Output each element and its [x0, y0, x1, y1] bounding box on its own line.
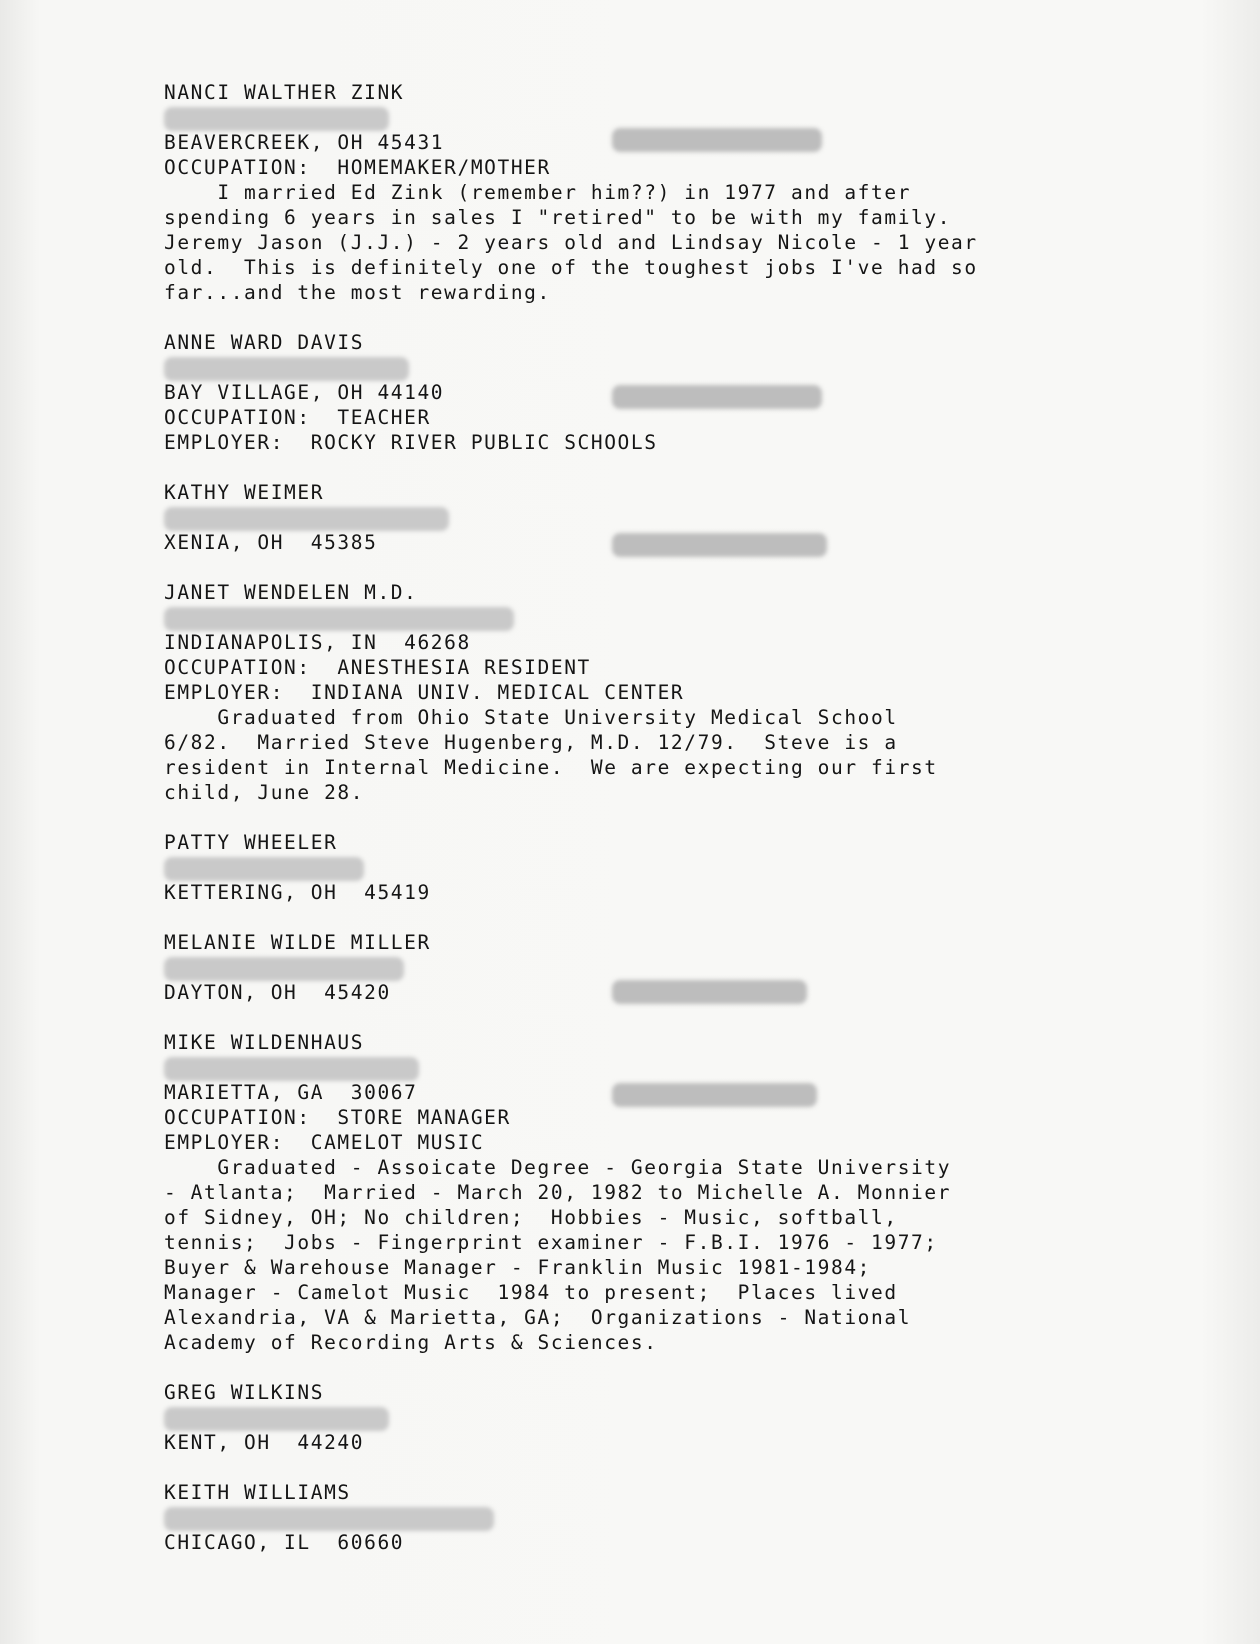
- entry-name: MELANIE WILDE MILLER: [164, 931, 431, 954]
- redacted-address: [164, 955, 1084, 980]
- entry-bio-line: far...and the most rewarding.: [164, 281, 551, 304]
- entry-employer: EMPLOYER: INDIANA UNIV. MEDICAL CENTER: [164, 681, 685, 704]
- entry-bio-line: Alexandria, VA & Marietta, GA; Organizations - National: [164, 1306, 912, 1329]
- entry-bio-line: I married Ed Zink (remember him??) in 1977 and after: [164, 181, 912, 204]
- entry-city: INDIANAPOLIS, IN 46268: [164, 631, 471, 654]
- entry-name: KATHY WEIMER: [164, 481, 325, 504]
- entry-name: PATTY WHEELER: [164, 831, 338, 854]
- entry-bio-line: - Atlanta; Married - March 20, 1982 to Michelle A. Monnier: [164, 1181, 952, 1204]
- entry-employer: EMPLOYER: ROCKY RIVER PUBLIC SCHOOLS: [164, 431, 658, 454]
- redacted-address: [164, 505, 1084, 530]
- directory-entry: [164, 830, 1084, 905]
- entry-bio-line: old. This is definitely one of the toughest jobs I've had so: [164, 256, 978, 279]
- directory-entry: [164, 1380, 1084, 1455]
- redacted-address: [164, 355, 1084, 380]
- redacted-address: [164, 855, 1084, 880]
- directory-entry: [164, 480, 1084, 555]
- entry-occupation: OCCUPATION: TEACHER: [164, 406, 431, 429]
- entry-name: KEITH WILLIAMS: [164, 1481, 351, 1504]
- entry-city: KENT, OH 44240: [164, 1431, 365, 1454]
- entry-bio-line: child, June 28.: [164, 781, 365, 804]
- entry-name: MIKE WILDENHAUS: [164, 1031, 365, 1054]
- entry-bio-line: resident in Internal Medicine. We are expecting our first: [164, 756, 938, 779]
- entry-name: GREG WILKINS: [164, 1381, 325, 1404]
- redacted-address: [164, 105, 1084, 130]
- entry-city: CHICAGO, IL 60660: [164, 1531, 405, 1554]
- directory-entry: [164, 330, 1084, 455]
- redacted-address: [164, 1505, 1084, 1530]
- entry-bio-line: Manager - Camelot Music 1984 to present; Places lived: [164, 1281, 898, 1304]
- entry-city: DAYTON, OH 45420: [164, 981, 391, 1004]
- entry-city: BEAVERCREEK, OH 45431: [164, 131, 445, 154]
- entry-bio-line: Jeremy Jason (J.J.) - 2 years old and Lindsay Nicole - 1 year: [164, 231, 978, 254]
- entry-occupation: OCCUPATION: ANESTHESIA RESIDENT: [164, 656, 591, 679]
- redacted-address: [164, 1055, 1084, 1080]
- entry-bio-line: 6/82. Married Steve Hugenberg, M.D. 12/79. Steve is a: [164, 731, 898, 754]
- directory-column: [164, 80, 1084, 1555]
- entry-occupation: OCCUPATION: HOMEMAKER/MOTHER: [164, 156, 551, 179]
- entry-city: XENIA, OH 45385: [164, 531, 378, 554]
- entry-bio-line: Graduated from Ohio State University Medical School: [164, 706, 898, 729]
- directory-entry: [164, 580, 1084, 805]
- entry-bio-line: Academy of Recording Arts & Sciences.: [164, 1331, 658, 1354]
- redacted-address: [164, 605, 1084, 630]
- entry-bio-line: spending 6 years in sales I "retired" to be with my family.: [164, 206, 952, 229]
- directory-entry: [164, 1480, 1084, 1555]
- entry-employer: EMPLOYER: CAMELOT MUSIC: [164, 1131, 485, 1154]
- directory-entry: [164, 1030, 1084, 1355]
- redacted-address: [164, 1405, 1084, 1430]
- entry-name: ANNE WARD DAVIS: [164, 331, 365, 354]
- entry-city: MARIETTA, GA 30067: [164, 1081, 418, 1104]
- entry-bio-line: of Sidney, OH; No children; Hobbies - Music, softball,: [164, 1206, 898, 1229]
- entry-name: JANET WENDELEN M.D.: [164, 581, 418, 604]
- entry-occupation: OCCUPATION: STORE MANAGER: [164, 1106, 511, 1129]
- entry-bio-line: Graduated - Assoicate Degree - Georgia State University: [164, 1156, 952, 1179]
- directory-entry: [164, 930, 1084, 1005]
- entry-bio-line: Buyer & Warehouse Manager - Franklin Music 1981-1984;: [164, 1256, 872, 1279]
- directory-entry: [164, 80, 1084, 305]
- entry-city: KETTERING, OH 45419: [164, 881, 431, 904]
- entry-city: BAY VILLAGE, OH 44140: [164, 381, 445, 404]
- entry-name: NANCI WALTHER ZINK: [164, 81, 405, 104]
- entry-bio-line: tennis; Jobs - Fingerprint examiner - F.B.I. 1976 - 1977;: [164, 1231, 938, 1254]
